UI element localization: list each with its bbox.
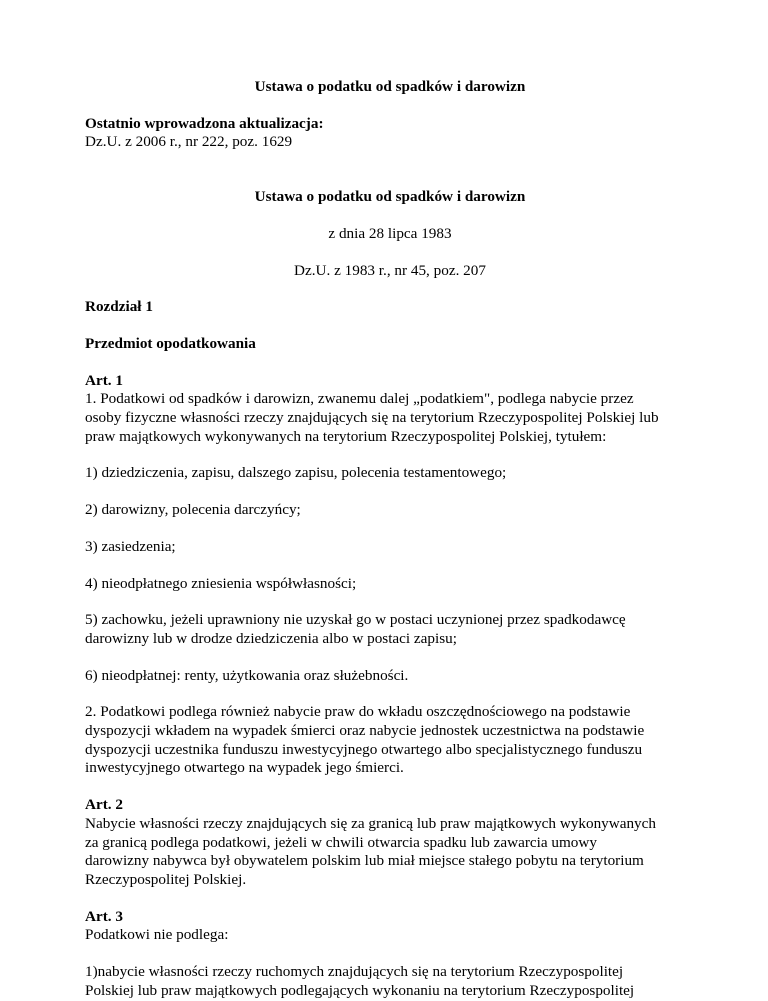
update-label: Ostatnio wprowadzona aktualizacja: xyxy=(85,114,324,132)
chapter-title: Przedmiot opodatkowania xyxy=(85,334,256,352)
text-line: 4) nieodpłatnego zniesienia współwłasności; xyxy=(85,574,357,592)
text-line: darowizny lub w drodze dziedziczenia albo w postaci zapisu; xyxy=(85,629,457,647)
text-line: 2. Podatkowi podlega również nabycie praw do wkładu oszczędnościowego na podstawie xyxy=(85,703,631,721)
text-line: dyspozycji wkładem na wypadek śmierci oraz nabycie jednostek uczestnictwa na podstawie xyxy=(85,722,645,740)
text-line: 3) zasiedzenia; xyxy=(85,537,176,555)
article-3-intro: Podatkowi nie podlega: xyxy=(85,926,229,944)
article-1-item-5 xyxy=(85,611,695,648)
document-body xyxy=(85,78,695,1001)
article-1-paragraph-1 xyxy=(85,390,695,446)
text-line: 6) nieodpłatnej: renty, użytkowania oraz służebności. xyxy=(85,666,409,684)
article-1-item-6 xyxy=(85,667,695,686)
text-line: praw majątkowych wykonywanych na terytorium Rzeczypospolitej Polskiej, tytułem: xyxy=(85,427,607,445)
article-2-heading: Art. 2 xyxy=(85,796,123,814)
text-line: inwestycyjnego otwartego na wypadek jego śmierci. xyxy=(85,759,404,777)
article-1-paragraph-2 xyxy=(85,703,695,778)
text-line: 2) darowizny, polecenia darczyńcy; xyxy=(85,501,301,519)
act-reference: Dz.U. z 1983 r., nr 45, poz. 207 xyxy=(294,261,486,279)
article-1-item-1 xyxy=(85,464,695,483)
article-1-item-4 xyxy=(85,575,695,594)
text-line: Nabycie własności rzeczy znajdujących się za granicą lub praw majątkowych wykonywanych xyxy=(85,814,656,832)
text-line: za granicą podlega podatkowi, jeżeli w chwili otwarcia spadku lub zawarcia umowy xyxy=(85,833,597,851)
chapter-number: Rozdział 1 xyxy=(85,298,153,316)
text-line: 1. Podatkowi od spadków i darowizn, zwanemu dalej „podatkiem", podlega nabycie przez xyxy=(85,390,634,408)
text-line: 5) zachowku, jeżeli uprawniony nie uzyskał go w postaci uczynionej przez spadkodawcę xyxy=(85,611,626,629)
article-1-item-3 xyxy=(85,538,695,557)
text-line: darowizny nabywca był obywatelem polskim lub miał miejsce stałego pobytu na terytorium xyxy=(85,852,644,870)
text-line: 1)nabycie własności rzeczy ruchomych znajdujących się na terytorium Rzeczypospolitej xyxy=(85,963,624,981)
text-line: 1) dziedziczenia, zapisu, dalszego zapisu, polecenia testamentowego; xyxy=(85,464,507,482)
article-1-item-2 xyxy=(85,501,695,520)
article-2-paragraph xyxy=(85,815,695,890)
text-line: dyspozycji uczestnika funduszu inwestycyjnego otwartego albo specjalistycznego funduszu xyxy=(85,740,643,758)
text-line: osoby fizyczne własności rzeczy znajdujących się na terytorium Rzeczypospolitej Polskiej lub xyxy=(85,409,659,427)
text-line: Polskiej lub praw majątkowych podlegających wykonaniu na terytorium Rzeczypospolitej xyxy=(85,981,635,999)
article-1-heading: Art. 1 xyxy=(85,371,123,389)
act-date: z dnia 28 lipca 1983 xyxy=(328,224,452,242)
act-title: Ustawa o podatku od spadków i darowizn xyxy=(254,188,526,206)
text-line: Rzeczypospolitej Polskiej. xyxy=(85,870,247,888)
update-value: Dz.U. z 2006 r., nr 222, poz. 1629 xyxy=(85,133,293,151)
article-3-heading: Art. 3 xyxy=(85,907,123,925)
article-3-item-1 xyxy=(85,963,695,1000)
document-header-title: Ustawa o podatku od spadków i darowizn xyxy=(254,78,526,95)
